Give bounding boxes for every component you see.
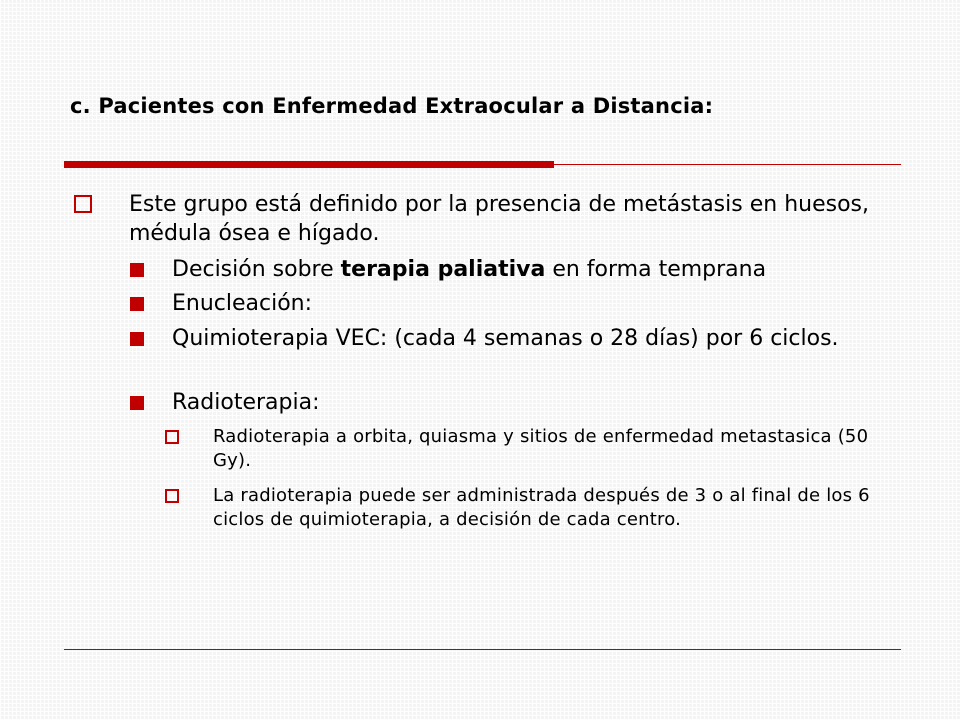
- filled-square-bullet-icon: [130, 263, 144, 277]
- hollow-square-bullet-icon: [165, 489, 179, 503]
- bullet-text: [172, 255, 902, 284]
- bullet-text: Radioterapia a orbita, quiasma y sitios de enfermedad metastasica (50 Gy).: [213, 426, 869, 471]
- bullet-text: Enucleación:: [172, 291, 313, 316]
- bullet-text: Quimioterapia VEC: (cada 4 semanas o 28 días) por 6 ciclos.: [172, 326, 839, 351]
- hollow-square-bullet-icon: [74, 195, 92, 213]
- bullet-text: Este grupo está definido por la presencia de metástasis en huesos, médula ósea e hígado.: [129, 192, 869, 246]
- title-accent-bar: [64, 161, 554, 168]
- bullet-text-normal: en forma temprana: [545, 257, 767, 282]
- bullet-text-normal: Decisión sobre: [172, 257, 341, 282]
- hollow-square-bullet-icon: [165, 430, 179, 444]
- filled-square-bullet-icon: [130, 332, 144, 346]
- slide-title: c. Pacientes con Enfermedad Extraocular a Distancia:: [70, 94, 714, 118]
- filled-square-bullet-icon: [130, 396, 144, 410]
- bullet-text: Radioterapia:: [172, 390, 320, 415]
- bullet-text: La radioterapia puede ser administrada después de 3 o al final de los 6 ciclos de quimioterapia, a decisión de cada centro.: [213, 485, 870, 530]
- bullet-text-bold: terapia paliativa: [340, 257, 546, 282]
- filled-square-bullet-icon: [130, 297, 144, 311]
- footer-divider-line: [64, 649, 901, 650]
